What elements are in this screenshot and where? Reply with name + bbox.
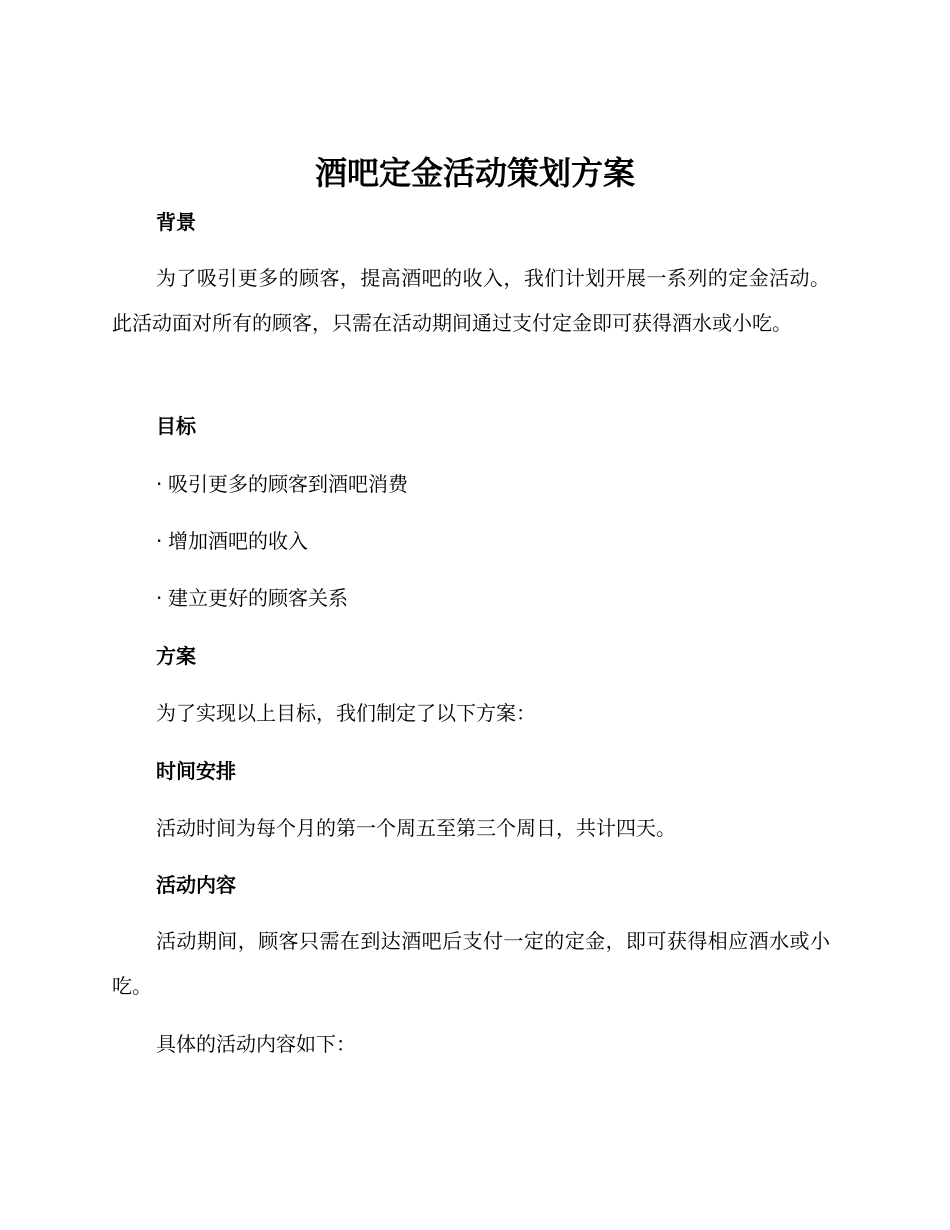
section-heading-content: 活动内容 — [156, 873, 236, 897]
content-paragraph: 活动期间，顾客只需在到达酒吧后支付一定的定金，即可获得相应酒水或小吃。 — [112, 929, 830, 998]
goal-item-text: 增加酒吧的收入 — [168, 529, 308, 553]
plan-intro: 为了实现以上目标，我们制定了以下方案： — [156, 701, 536, 725]
section-heading-goals: 目标 — [156, 414, 196, 438]
bullet-icon: · — [156, 472, 163, 496]
goal-item-2 — [156, 527, 308, 555]
section-heading-plan: 方案 — [156, 644, 196, 668]
background-paragraph: 为了吸引更多的顾客，提高酒吧的收入，我们计划开展一系列的定金活动。此活动面对所有的顾客，只需在活动期间通过支付定金即可获得酒水或小吃。 — [112, 266, 830, 335]
section-heading-schedule: 时间安排 — [156, 759, 236, 783]
goal-item-text: 吸引更多的顾客到酒吧消费 — [168, 472, 408, 496]
goal-item-3 — [156, 584, 348, 612]
bullet-icon: · — [156, 529, 163, 553]
document-title: 酒吧定金活动策划方案 — [314, 154, 635, 192]
schedule-text: 活动时间为每个月的第一个周五至第三个周日，共计四天。 — [156, 816, 676, 840]
goal-item-1 — [156, 470, 408, 498]
content-details-intro: 具体的活动内容如下： — [156, 1032, 356, 1056]
section-heading-background: 背景 — [156, 210, 196, 234]
goal-item-text: 建立更好的顾客关系 — [168, 586, 348, 610]
bullet-icon: · — [156, 586, 163, 610]
